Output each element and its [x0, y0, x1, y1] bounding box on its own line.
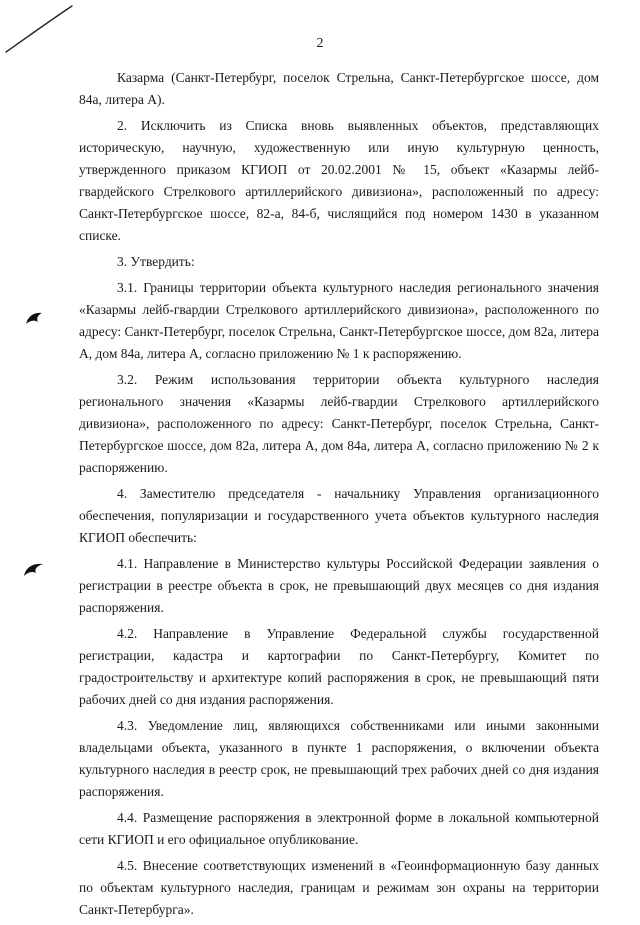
paragraph-item-4-1: 4.1. Направление в Министерство культуры Российской Федерации заявления о регистрации в реестре объекта в срок, не превышающий двух месяцев со дня издания распоряжения.	[79, 556, 599, 615]
paragraph-item-4-5: 4.5. Внесение соответствующих изменений в «Геоинформационную базу данных по объектам культурного наследия, границам и режимам зон охраны на территории Санкт-Петербурга».	[79, 858, 599, 917]
paragraph-item-2: 2. Исключить из Списка вновь выявленных объектов, представляющих историческую, научную, художественную или иную культурную ценность, утвержденного приказом КГИОП от 20.02.2001 № 15, объект «Казармы лейб-гвардейского Стрелкового артиллерийского дивизиона», расположенный по адресу: Санкт-Петербургское шоссе, 82-а, 84-б, числящийся под номером 1430 в указанном списке.	[79, 118, 599, 243]
punch-hole-mark-bottom	[22, 560, 46, 580]
paragraph-item-3: 3. Утвердить:	[117, 254, 195, 269]
page-number: 2	[316, 36, 324, 51]
document-body	[79, 67, 599, 925]
punch-hole-mark-top	[24, 310, 46, 328]
paragraph-continuation: Казарма (Санкт-Петербург, поселок Стрельна, Санкт-Петербургское шоссе, дом 84а, литера А).	[79, 70, 599, 107]
paragraph-item-3-1: 3.1. Границы территории объекта культурного наследия регионального значения «Казармы лейб-гвардии Стрелкового артиллерийского дивизиона», расположенного по адресу: Санкт-Петербург, поселок Стрельна, Санкт-Петербургское шоссе, дом 82а, литера А, дом 84а, литера А, согласно приложению № 1 к распоряжению.	[79, 280, 599, 361]
paragraph-item-4: 4. Заместителю председателя - начальнику Управления организационного обеспечения, популяризации и государственного учета объектов культурного наследия КГИОП обеспечить:	[79, 486, 599, 545]
paragraph-item-3-2: 3.2. Режим использования территории объекта культурного наследия регионального значения «Казармы лейб-гвардии Стрелкового артиллерийского дивизиона», расположенного по адресу: Санкт-Петербург, поселок Стрельна, Санкт-Петербургское шоссе, дом 82а, литера А, дом 84а, литера А, согласно приложению № 2 к распоряжению.	[79, 372, 599, 475]
paragraph-item-4-2: 4.2. Направление в Управление Федеральной службы государственной регистрации, кадастра и картографии по Санкт-Петербургу, Комитет по градостроительству и архитектуре копий распоряжения в срок, не превышающий пяти рабочих дней со дня издания распоряжения.	[79, 626, 599, 707]
paragraph-item-4-3: 4.3. Уведомление лиц, являющихся собственниками или иными законными владельцами объекта, указанного в пункте 1 распоряжения, о включении объекта культурного наследия в реестр срок, не превышающий трех рабочих дней со дня издания распоряжения.	[79, 718, 599, 799]
paragraph-item-4-4: 4.4. Размещение распоряжения в электронной форме в локальной компьютерной сети КГИОП и его официальное опубликование.	[79, 810, 599, 847]
